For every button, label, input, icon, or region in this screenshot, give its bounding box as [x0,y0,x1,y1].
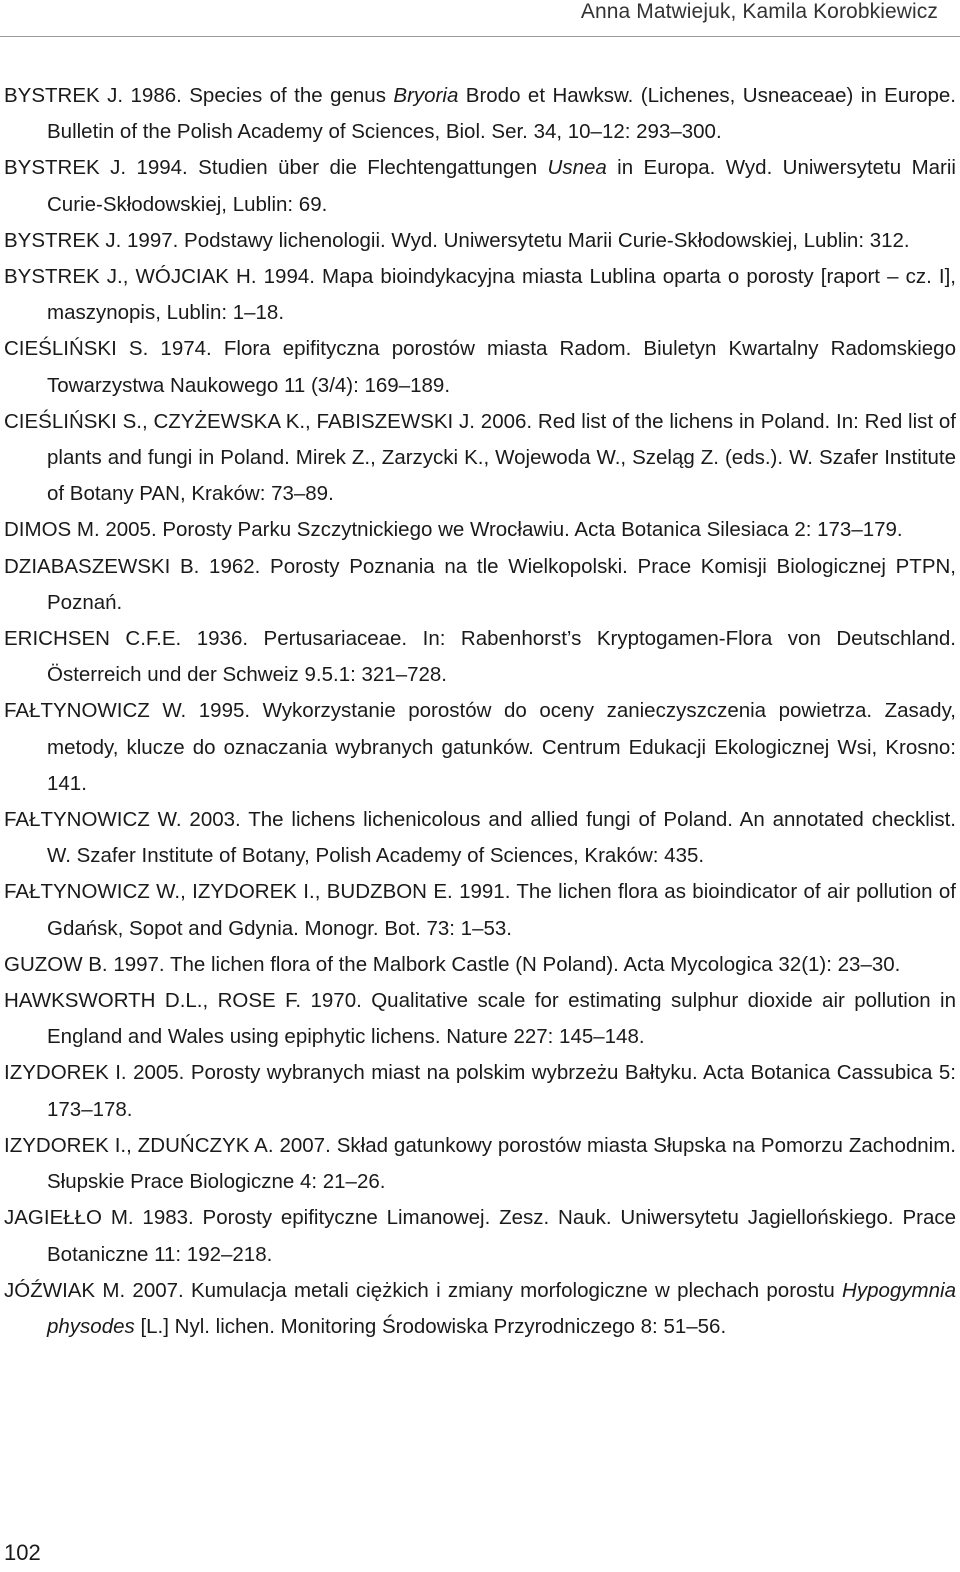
running-header-authors: Anna Matwiejuk, Kamila Korobkiewicz [580,0,938,23]
reference-entry [4,621,956,693]
reference-entry [4,78,956,150]
reference-entry [4,259,956,331]
reference-text: DZIABASZEWSKI B. 1962. Porosty Poznania na tle Wielkopolski. Prace Komisji Biologicznej PTPN, Poznań. [4,554,956,614]
reference-entry [4,1273,956,1345]
reference-entry [4,404,956,513]
reference-italic-text: Hypogymnia physodes [47,1278,956,1338]
reference-entry [4,1055,956,1127]
reference-text: IZYDOREK I. 2005. Porosty wybranych miast na polskim wybrzeżu Bałtyku. Acta Botanica Cassubica 5: 173–178. [4,1061,956,1121]
reference-entry [4,1200,956,1272]
reference-entry [4,693,956,802]
reference-entry [4,223,956,259]
reference-italic-text: Bryoria [393,84,459,107]
reference-text: IZYDOREK I., ZDUŃCZYK A. 2007. Skład gatunkowy porostów miasta Słupska na Pomorzu Zachodnim. Słupskie Prace Biologiczne 4: 21–26. [4,1133,956,1194]
reference-entry [4,1128,956,1200]
reference-italic-text: Usnea [547,156,607,180]
reference-text: FAŁTYNOWICZ W., IZYDOREK I., BUDZBON E. 1991. The lichen flora as bioindicator of air pollution of Gdańsk, Sopot and Gdynia. Monogr. Bot. 73: 1–53. [4,880,956,940]
reference-text: Brodo et Hawksw. (Lichenes, Usneaceae) in Europe. Bulletin of the Polish Academy of Sciences, Biol. Ser. 34, 10–12: 293–300. [47,84,956,144]
reference-text: [L.] Nyl. lichen. Monitoring Środowiska Przyrodniczego 8: 51–56. [134,1314,727,1338]
reference-text: BYSTREK J. 1997. Podstawy lichenologii. Wyd. Uniwersytetu Marii Curie-Skłodowskiej, Lublin: 312. [4,228,910,252]
page-number: 102 [4,1540,41,1565]
reference-text: BYSTREK J. 1986. Species of the genus [4,84,394,107]
reference-text: HAWKSWORTH D.L., ROSE F. 1970. Qualitative scale for estimating sulphur dioxide air pollution in England and Wales using epiphytic lichens. Nature 227: 145–148. [4,989,956,1049]
reference-entry [4,874,956,946]
reference-entry [4,947,956,983]
reference-text: JÓŹWIAK M. 2007. Kumulacja metali ciężkich i zmiany morfologiczne w plechach porostu [4,1278,843,1302]
reference-text: BYSTREK J., WÓJCIAK H. 1994. Mapa bioindykacyjna miasta Lublina oparta o porosty [raport – cz. I], maszynopis, Lublin: 1–18. [4,265,956,325]
reference-text: DIMOS M. 2005. Porosty Parku Szczytnickiego we Wrocławiu. Acta Botanica Silesiaca 2: 173–179. [4,518,903,542]
reference-text: CIEŚLIŃSKI S. 1974. Flora epifityczna porostów miasta Radom. Biuletyn Kwartalny Radomskiego Towarzystwa Naukowego 11 (3/4): 169–189. [4,337,956,397]
reference-text: FAŁTYNOWICZ W. 2003. The lichens lichenicolous and allied fungi of Poland. An annotated checklist. W. Szafer Institute of Botany, Polish Academy of Sciences, Kraków: 435. [4,808,956,868]
reference-text: FAŁTYNOWICZ W. 1995. Wykorzystanie porostów do oceny zanieczyszczenia powietrza. Zasady, metody, klucze do oznaczania wybranych gatunków. Centrum Edukacji Ekologicznej Wsi, Krosno: 141. [4,699,956,795]
reference-entry [4,802,956,874]
reference-text: in Europa. Wyd. Uniwersytetu Marii Curie-Skłodowskiej, Lublin: 69. [47,156,956,216]
reference-entry [4,549,956,621]
reference-text: JAGIEŁŁO M. 1983. Porosty epifityczne Limanowej. Zesz. Nauk. Uniwersytetu Jagiellońskiego. Prace Botaniczne 11: 192–218. [4,1206,956,1266]
reference-entry [4,983,956,1055]
reference-entry [4,331,956,403]
reference-entry [4,150,956,222]
reference-list [4,78,956,1345]
reference-text: BYSTREK J. 1994. Studien über die Flechtengattungen [4,156,548,180]
reference-text: ERICHSEN C.F.E. 1936. Pertusariaceae. In: Rabenhorst’s Kryptogamen-Flora von Deutschland. Österreich und der Schweiz 9.5.1: 321–728. [4,627,956,687]
header-divider [0,36,960,37]
reference-text: GUZOW B. 1997. The lichen flora of the Malbork Castle (N Poland). Acta Mycologica 32(1): 23–30. [4,952,901,976]
reference-entry [4,512,956,548]
reference-text: CIEŚLIŃSKI S., CZYŻEWSKA K., FABISZEWSKI J. 2006. Red list of the lichens in Poland. In: Red list of plants and fungi in Poland. Mirek Z., Zarzycki K., Wojewoda W., Szeląg Z. (eds.). W. Szafer Institute of Botany PAN, Kraków: 73–89. [4,409,956,506]
